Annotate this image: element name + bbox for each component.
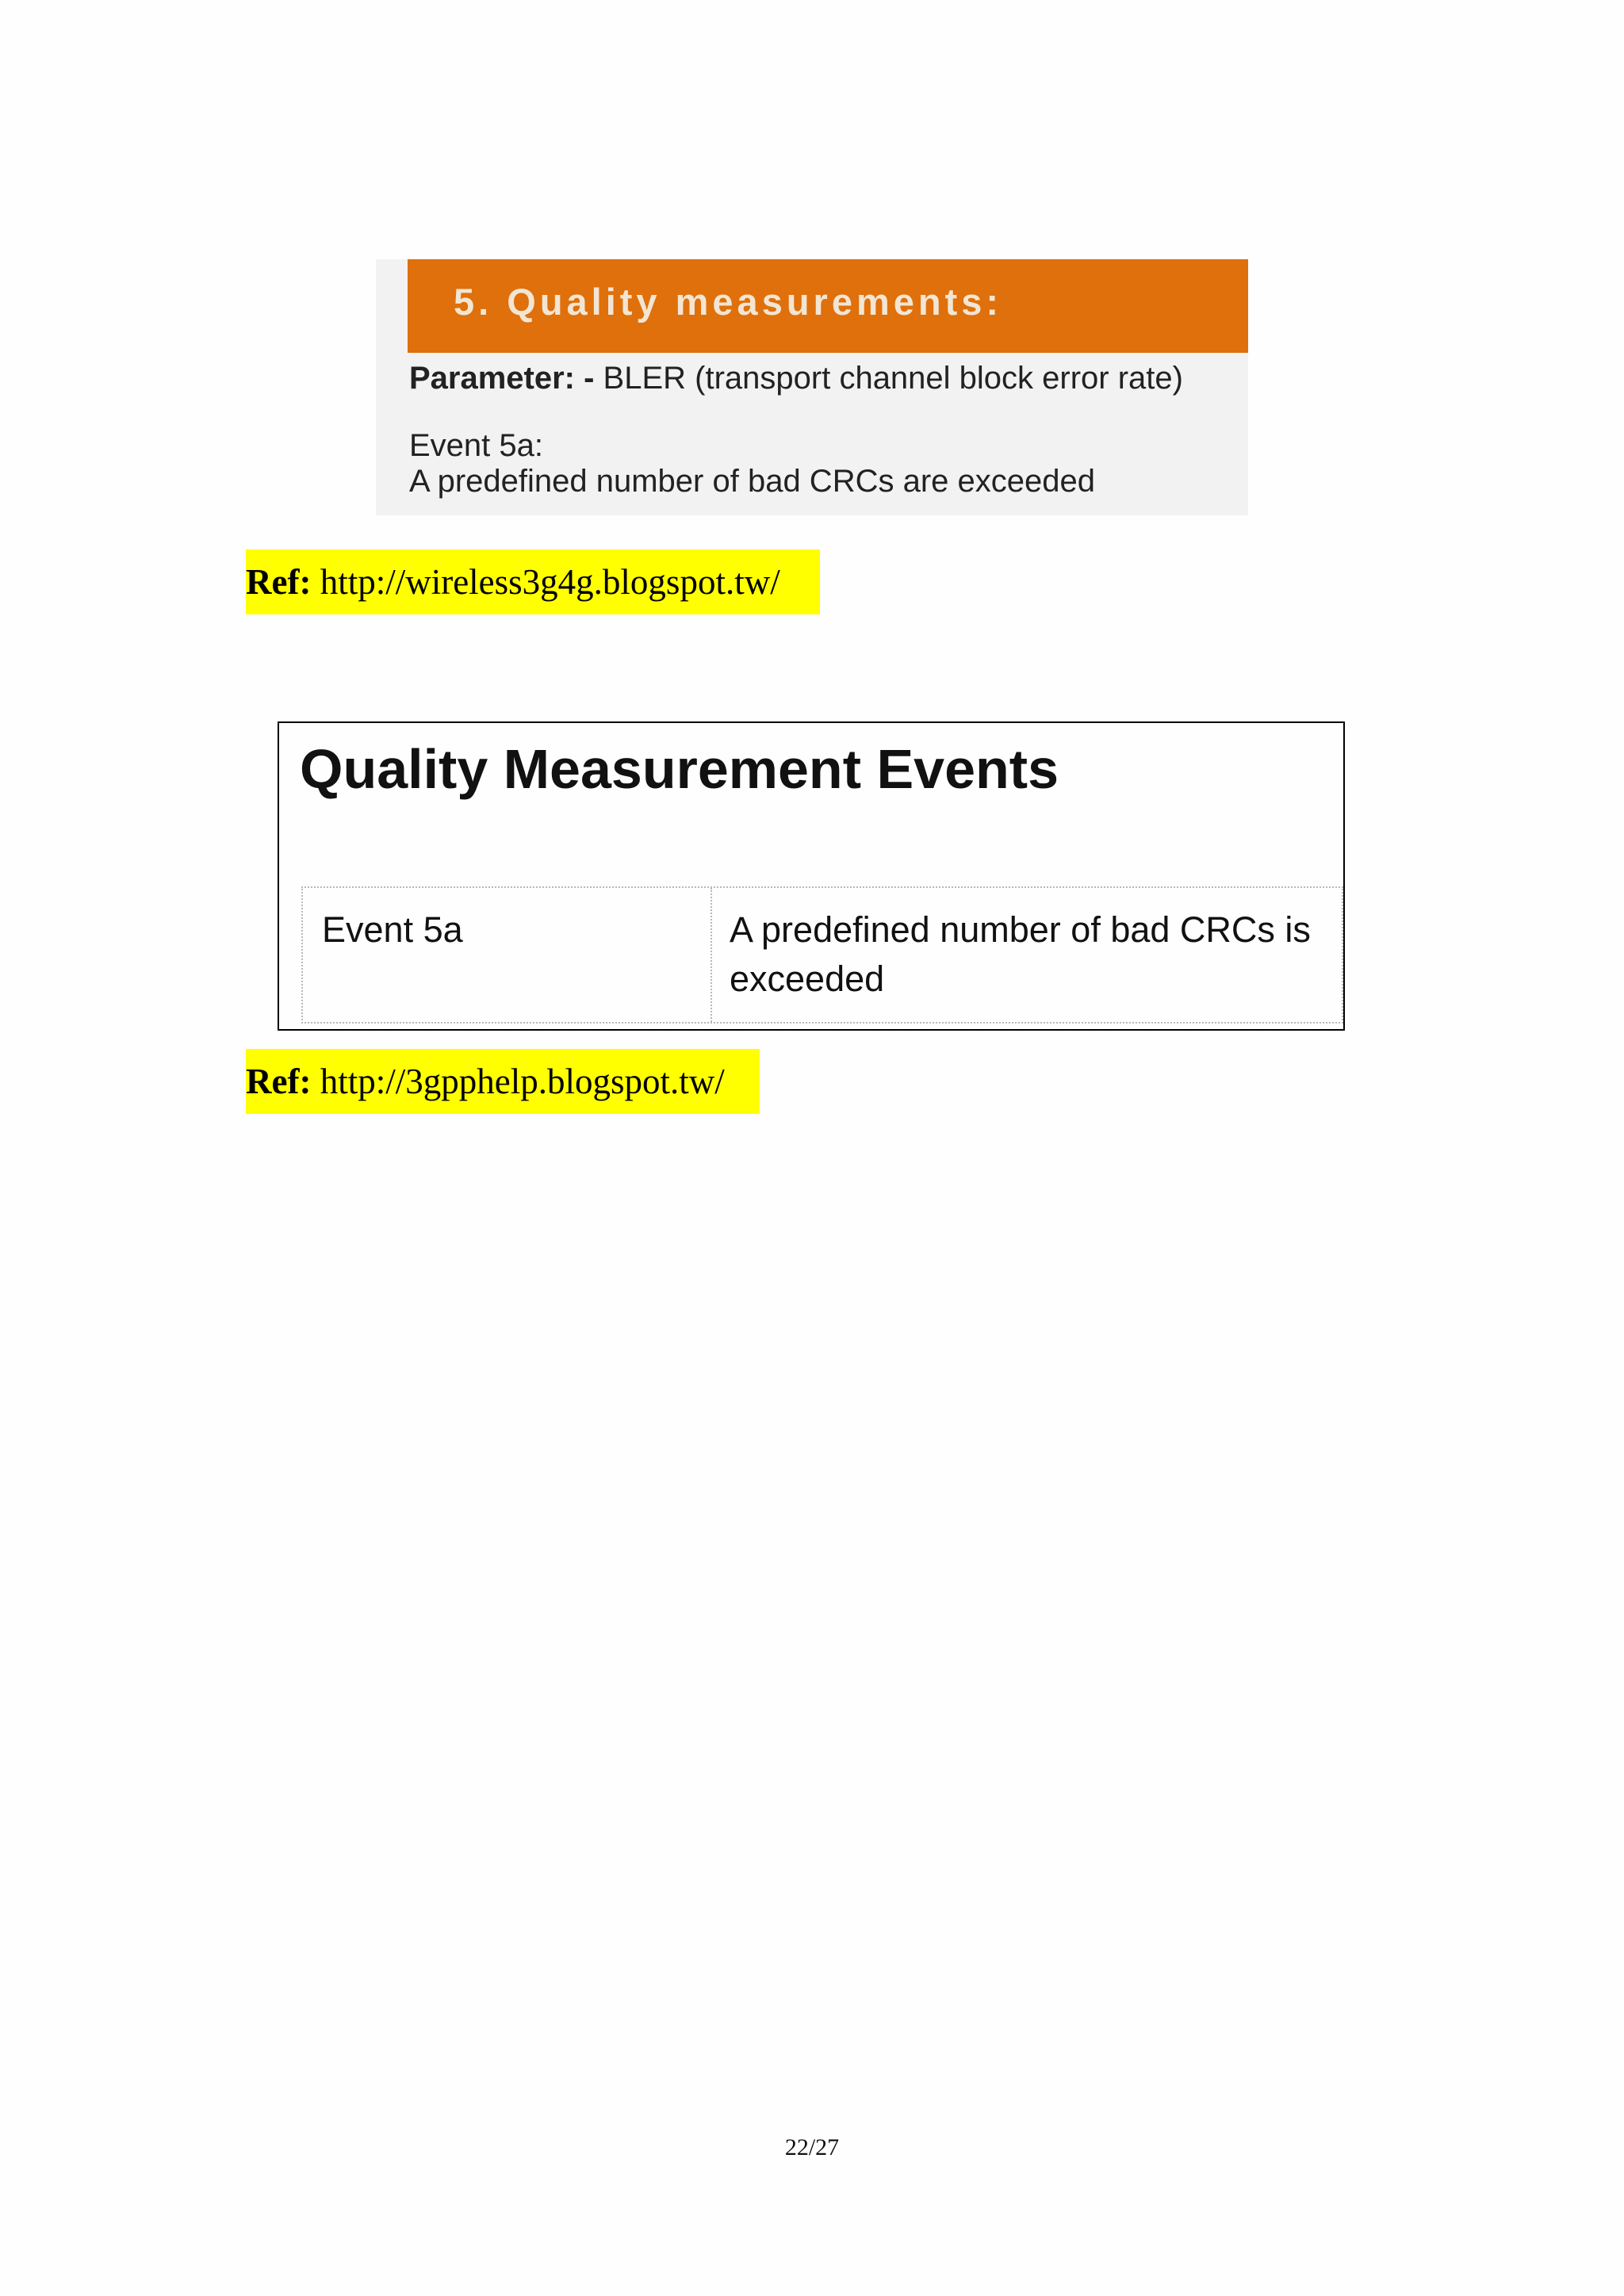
table-cell-event — [303, 888, 712, 1022]
reference-line-2 — [246, 1049, 760, 1114]
event-description: A predefined number of bad CRCs are exceeded — [409, 464, 1095, 499]
reference-label: Ref: — [246, 562, 312, 602]
event-label: Event 5a: — [409, 428, 544, 463]
parameter-value: BLER (transport channel block error rate) — [594, 361, 1183, 396]
figure-header-title: 5. Quality measurements: — [454, 281, 1003, 323]
event-name: Event 5a — [322, 909, 463, 950]
quality-measurements-figure — [376, 259, 1248, 515]
events-table — [301, 886, 1343, 1024]
page-number: 22/27 — [784, 2134, 840, 2160]
figure-header-bar — [408, 259, 1248, 353]
parameter-line — [409, 361, 1183, 396]
table-cell-description — [712, 888, 1343, 1022]
reference-line-1 — [246, 549, 820, 614]
reference-label: Ref: — [246, 1062, 312, 1101]
parameter-label: Parameter: - — [409, 361, 595, 396]
figure-title: Quality Measurement Events — [300, 738, 1059, 800]
reference-url-link[interactable]: http://wireless3g4g.blogspot.tw/ — [311, 562, 780, 602]
reference-url-link[interactable]: http://3gpphelp.blogspot.tw/ — [311, 1062, 725, 1101]
event-description: A predefined number of bad CRCs is exceeded — [730, 909, 1311, 999]
quality-measurement-events-figure — [278, 721, 1345, 1031]
